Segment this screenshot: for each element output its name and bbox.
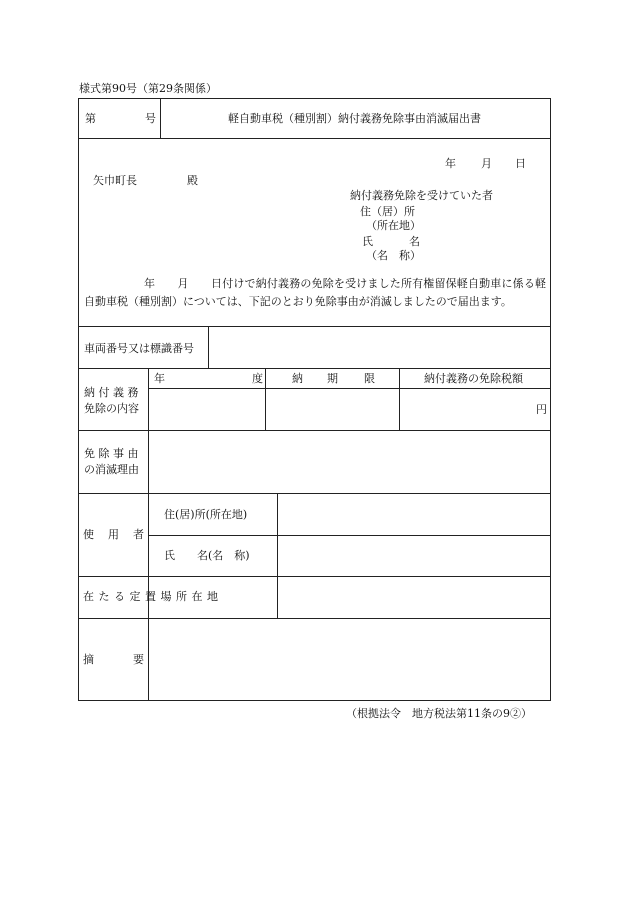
remarks-label-1: 摘 — [83, 653, 94, 666]
rule-year-period — [265, 368, 266, 430]
rule-label-column — [148, 368, 149, 618]
applicant-address-sub-label: （所在地） — [366, 219, 421, 232]
rule-vehicle-split — [208, 326, 209, 368]
no-label-1: 第 — [85, 112, 96, 125]
col-amount-label: 納付義務の免除税額 — [424, 372, 523, 385]
form-title: 軽自動車税（種別割）納付義務免除事由消滅届出書 — [228, 112, 481, 125]
user-label-3: 者 — [133, 528, 144, 541]
applicant-address-label: 住（居）所 — [360, 205, 415, 218]
rule-header — [78, 138, 551, 139]
rule-notice — [78, 326, 551, 327]
user-label-1: 使 — [83, 528, 94, 541]
applicant-caption: 納付義務免除を受けていた者 — [350, 189, 493, 202]
form-id: 様式第90号（第29条関係） — [79, 82, 217, 95]
exemption-label-line1: 納 付 義 務 — [84, 386, 139, 399]
user-name-label: 氏 名(名 称) — [164, 549, 250, 562]
legal-basis: （根拠法令 地方税法第11条の9②） — [346, 707, 532, 720]
location-label: 在 た る 定 置 場 所 在 地 — [83, 590, 219, 603]
col-year-label-1: 年 — [154, 372, 165, 385]
rule-user-mid — [148, 535, 551, 536]
addressee: 矢巾町長 — [93, 174, 137, 187]
honorific: 殿 — [187, 174, 198, 187]
applicant-name-sub-label: （名 称） — [366, 249, 421, 262]
rule-exemption-head — [148, 388, 551, 389]
no-label-2: 号 — [145, 112, 156, 125]
col-year-label-2: 度 — [252, 372, 263, 385]
reason-label-line2: の消滅理由 — [84, 463, 139, 476]
applicant-name-label-1: 氏 — [362, 235, 373, 248]
date-day: 日 — [515, 157, 526, 170]
vehicle-label: 車両番号又は標識番号 — [84, 342, 194, 355]
user-label-2: 用 — [108, 528, 119, 541]
remarks-label-2: 要 — [133, 653, 144, 666]
applicant-name-label-2: 名 — [409, 235, 420, 248]
rule-value-column — [277, 493, 278, 618]
notice-body-text: 年 月 日付けで納付義務の免除を受けました所有権留保軽自動車に係る軽自動車税（種別割）については、下記のとおり免除事由が消滅しましたので届出ます。 — [84, 277, 546, 308]
rule-period-amount — [399, 368, 400, 430]
user-address-label: 住(居)所(所在地) — [164, 508, 248, 521]
date-month: 月 — [481, 157, 492, 170]
amount-unit: 円 — [536, 403, 547, 416]
date-year: 年 — [445, 157, 456, 170]
rule-remarks-split — [148, 618, 149, 701]
col-period-label-2: 期 — [327, 372, 338, 385]
exemption-label-line2: 免除の内容 — [84, 402, 139, 415]
reason-label-line1: 免 除 事 由 — [84, 447, 139, 460]
rule-header-split — [160, 98, 161, 138]
col-period-label-3: 限 — [364, 372, 375, 385]
col-period-label-1: 納 — [292, 372, 303, 385]
